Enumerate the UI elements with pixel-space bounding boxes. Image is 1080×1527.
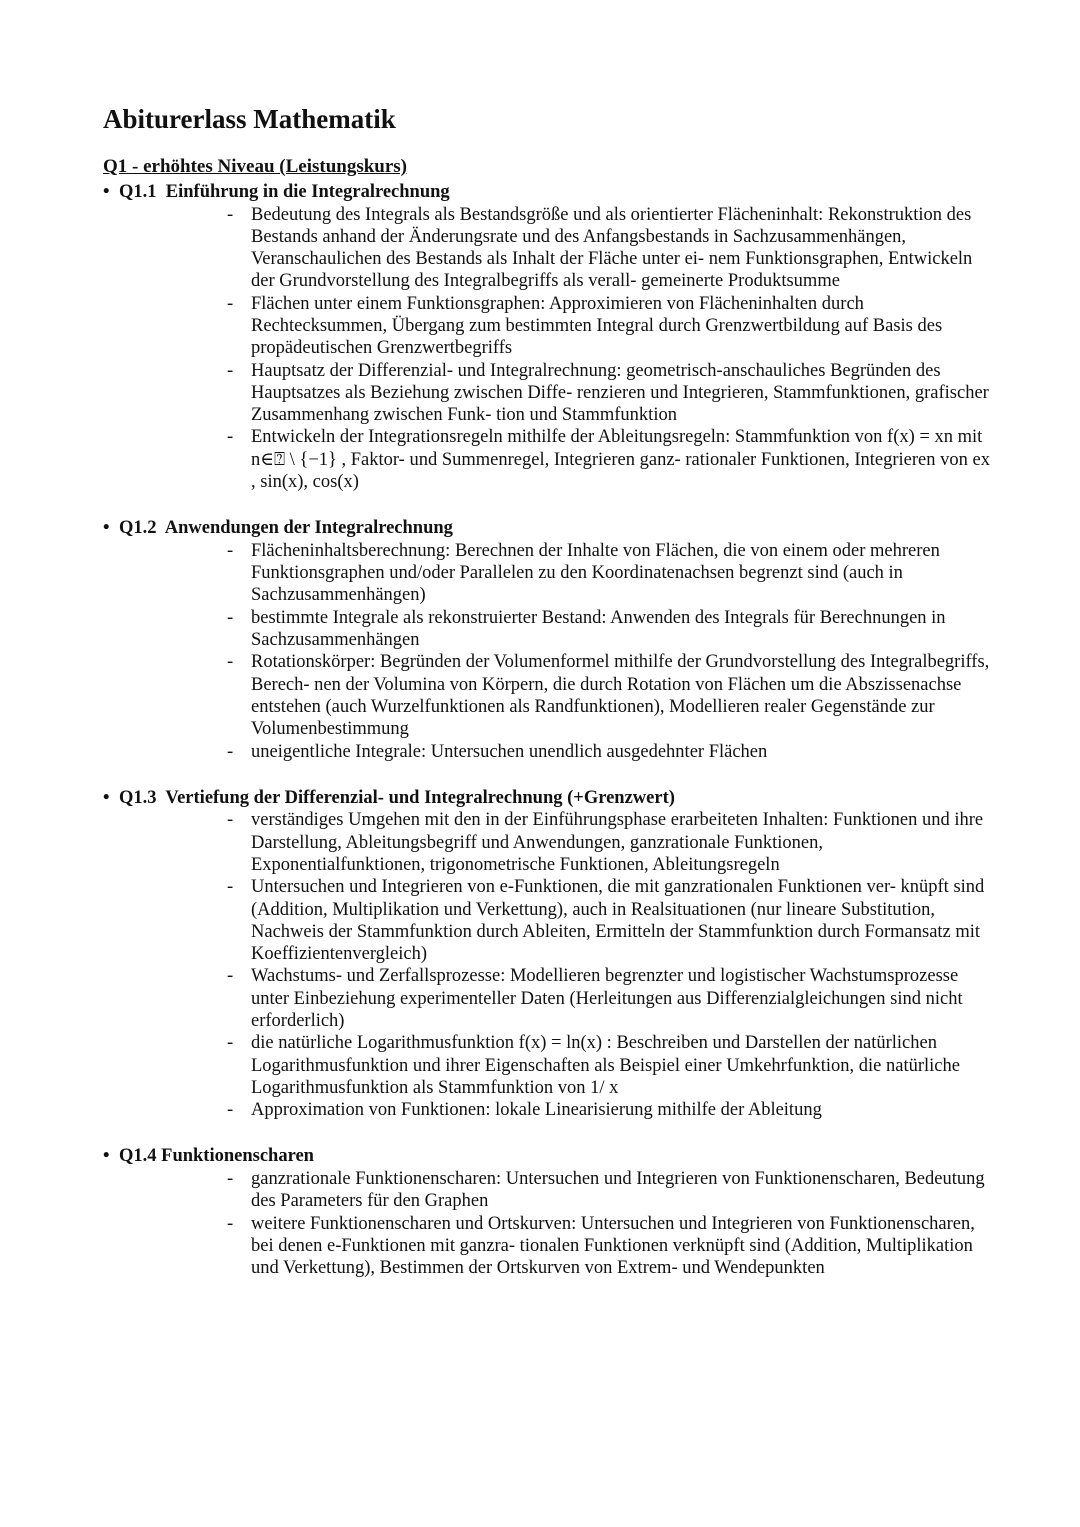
list-item-text: Wachstums- und Zerfallsprozesse: Modellieren begrenzter und logistischer Wachstumsprozesse unter Einbeziehung experimenteller Daten (Herleitungen aus Differenzialgleichungen sind nicht erforderlich) — [251, 966, 963, 1031]
list-item-text: Flächeninhaltsberechnung: Berechnen der Inhalte von Flächen, die von einem oder mehreren Funktionsgraphen und/oder Parallelen zu den Koordinatenachsen begrenzt sind (auch in Sachzusammenhängen) — [251, 540, 940, 606]
list-item-text: die natürliche Logarithmusfunktion f(x) = ln(x) : Beschreiben und Darstellen der natürlichen Logarithmusfunktion und ihrer Eigenschaften als Beispiel einer Umkehrfunktion, die natürliche Logarithmusfunktion als Stammfunktion von 1/ x — [251, 1033, 960, 1098]
section-heading — [103, 1145, 990, 1168]
dash-icon: - — [227, 1100, 234, 1121]
list-item — [227, 1032, 990, 1099]
section-3 — [103, 787, 990, 1122]
list-item-text: Untersuchen und Integrieren von e-Funktionen, die mit ganzrationalen Funktionen ver- knüpft sind (Addition, Multiplikation und Verkettung), auch in Realsituationen (nur lineare Substitution, Nachweis der Stammfunktion durch Ableiten, Ermitteln der Stammfunktion durch Formansatz mit Koeffizientenvergleich) — [251, 877, 985, 965]
list-item — [227, 809, 990, 876]
section-label: Q1.1 Einführung in die Integralrechnung — [119, 182, 450, 202]
dash-icon: - — [227, 877, 234, 898]
level-heading: Q1 - erhöhtes Niveau (Leistungskurs) — [103, 156, 408, 177]
dash-icon: - — [227, 966, 234, 987]
list-item — [227, 607, 990, 652]
bullet-icon: • — [103, 787, 110, 808]
dash-icon: - — [227, 1213, 234, 1234]
dash-icon: - — [227, 293, 234, 314]
dash-icon: - — [227, 652, 234, 673]
section-label: Q1.3 Vertiefung der Differenzial- und Integralrechnung (+Grenzwert) — [119, 787, 675, 808]
list-item-text: uneigentliche Integrale: Untersuchen unendlich ausgedehnter Flächen — [251, 741, 768, 762]
section-heading — [103, 517, 990, 540]
list-item-text: Flächen unter einem Funktionsgraphen: Approximieren von Flächeninhalten durch Rechtecksummen, Übergang zum bestimmten Integral durch Grenzwertbildung auf Basis des propädeutischen Grenzwertbegriffs — [251, 293, 943, 359]
list-item — [227, 651, 990, 740]
list-item-text: ganzrationale Funktionenscharen: Untersuchen und Integrieren von Funktionenscharen, Bedeutung des Parameters für den Graphen — [251, 1168, 985, 1212]
sections-container — [103, 181, 990, 1279]
bullet-icon: • — [103, 518, 110, 539]
bullet-icon: • — [103, 1146, 110, 1167]
section-label: Q1.2 Anwendungen der Integralrechnung — [119, 518, 453, 539]
list-item — [227, 1213, 990, 1280]
section-items — [103, 1168, 990, 1279]
list-item-text: Approximation von Funktionen: lokale Linearisierung mithilfe der Ableitung — [251, 1100, 822, 1121]
dash-icon: - — [227, 810, 234, 831]
list-item — [227, 360, 990, 427]
list-item-text: verständiges Umgehen mit den in der Einführungsphase erarbeiteten Inhalten: Funktionen und ihre Darstellung, Ableitungsbegriff und Anwendungen, ganzrationale Funktionen, Exponentialfunktionen, trigonometrische Funktionen, Ableitungsregeln — [251, 810, 984, 875]
list-item — [227, 741, 990, 763]
dash-icon: - — [227, 540, 234, 561]
document-title: Abiturerlass Mathematik — [103, 104, 396, 134]
list-item — [227, 965, 990, 1032]
dash-icon: - — [227, 1033, 234, 1054]
section-heading — [103, 181, 990, 204]
dash-icon: - — [227, 1168, 234, 1189]
section-1 — [103, 181, 990, 493]
dash-icon: - — [227, 427, 234, 448]
list-item-text: Bedeutung des Integrals als Bestandsgröße und als orientierter Flächeninhalt: Rekonstruktion des Bestands anhand der Änderungsrate und des Anfangsbestands in Sachzusammenhängen, Veranschaulichen des Bestands als Inhalt der Fläche unter ei- nem Funktionsgraphen, Entwickeln der Grundvorstellung des Integralbegriffs als verall- gemeinerte Produktsumme — [251, 204, 973, 292]
section-4 — [103, 1145, 990, 1279]
dash-icon: - — [227, 607, 234, 628]
section-heading — [103, 787, 990, 810]
list-item — [227, 1168, 990, 1213]
bullet-icon: • — [103, 182, 110, 202]
list-item-text: Entwickeln der Integrationsregeln mithilfe der Ableitungsregeln: Stammfunktion von f(x) = xn mit n∈⍰ \ {−1} , Faktor- und Summenregel, Integrieren ganz- rationaler Funktionen, Integrieren von ex , sin(x), cos(x) — [251, 427, 990, 493]
list-item-text: weitere Funktionenscharen und Ortskurven: Untersuchen und Integrieren von Funktionenscharen, bei denen e-Funktionen mit ganzra- tionalen Funktionen verknüpft sind (Addition, Multiplikation und Verkettung), Bestimmen der Ortskurven von Extrem- und Wendepunkten — [251, 1213, 975, 1279]
dash-icon: - — [227, 204, 234, 225]
section-items — [103, 204, 990, 494]
dash-icon: - — [227, 360, 234, 381]
list-item — [227, 204, 990, 293]
dash-icon: - — [227, 741, 234, 762]
list-item-text: bestimmte Integrale als rekonstruierter Bestand: Anwenden des Integrals für Berechnungen in Sachzusammenhängen — [251, 607, 946, 651]
list-item — [227, 876, 990, 965]
list-item — [227, 426, 990, 493]
list-item — [227, 293, 990, 360]
list-item — [227, 540, 990, 607]
section-2 — [103, 517, 990, 762]
list-item-text: Rotationskörper: Begründen der Volumenformel mithilfe der Grundvorstellung des Integralbegriffs, Berech- nen der Volumina von Körpern, die durch Rotation von Flächen um die Abszissenachse entstehen (auch Wurzelfunktionen als Randfunktionen), Modellieren realer Gegenstände zur Volumenbestimmung — [251, 652, 990, 740]
list-item — [227, 1099, 990, 1121]
section-items — [103, 540, 990, 763]
section-label: Q1.4 Funktionenscharen — [119, 1146, 314, 1167]
section-items — [103, 809, 990, 1121]
list-item-text: Hauptsatz der Differenzial- und Integralrechnung: geometrisch-anschauliches Begründen des Hauptsatzes als Beziehung zwischen Diffe- renzieren und Integrieren, Stammfunktionen, grafischer Zusammenhang zwischen Funk- tion und Stammfunktion — [251, 360, 989, 426]
